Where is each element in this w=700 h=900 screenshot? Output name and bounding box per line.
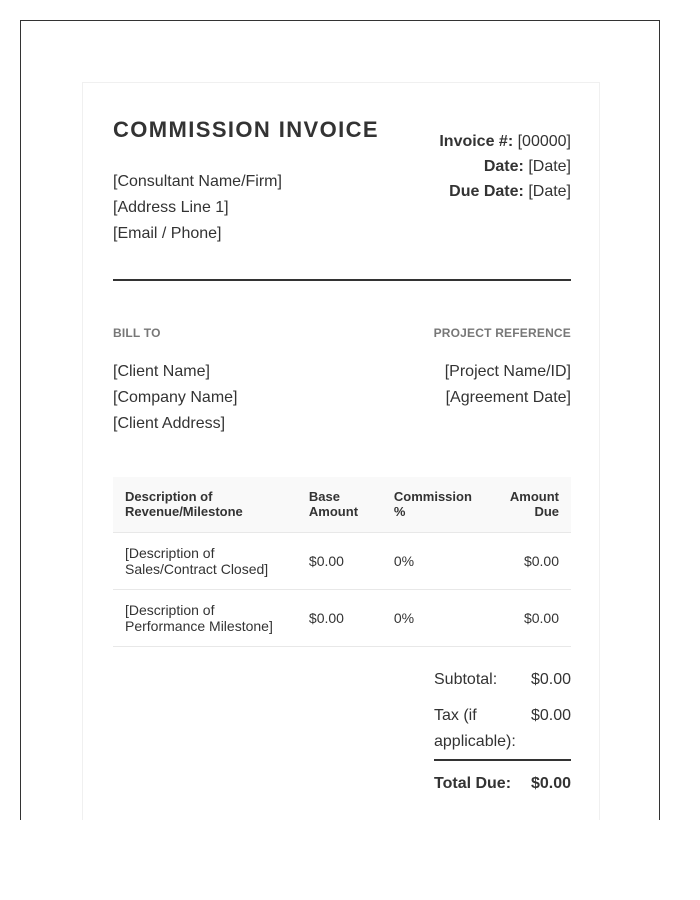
agreement-date: [Agreement Date] [445,389,571,406]
header-base-amount [297,477,382,533]
tax-value: $0.00 [530,707,571,724]
totals-block [434,667,571,792]
document-frame [20,20,660,820]
total-due-value: $0.00 [530,775,571,792]
header-description-line1: Description of [125,489,213,504]
subtotal-label: Subtotal: [434,671,498,688]
row-description-line1: [Description of [125,602,215,618]
invoice-number-label: Invoice #: [439,133,514,150]
tax-row [434,703,571,759]
consultant-contact: [Email / Phone] [113,225,222,242]
client-address: [Client Address] [113,415,226,432]
header-description [113,477,297,533]
project-reference-label: PROJECT REFERENCE [433,326,571,340]
row-description-line2: Sales/Contract Closed] [125,561,269,577]
row-description [113,533,297,590]
invoice-page [82,82,600,820]
consultant-address: [Address Line 1] [113,199,229,216]
header-divider [113,279,571,281]
project-name: [Project Name/ID] [444,363,571,380]
row-base-amount: $0.00 [297,590,382,647]
due-date-label: Due Date: [449,183,524,200]
company-name: [Company Name] [113,389,238,406]
invoice-number-value: [00000] [517,133,571,150]
invoice-date-line [439,154,571,179]
header-base-line1: Base [308,489,340,504]
header-base-line2: Amount [308,504,359,519]
row-base-amount: $0.00 [297,533,382,590]
tax-label: Tax (if applicable): [434,707,516,750]
header-amount-line2: Due [534,504,559,519]
header-commission [382,477,498,533]
invoice-title: COMMISSION INVOICE [113,117,379,142]
table-row [113,533,571,590]
invoice-number-line [439,129,571,154]
table-row [113,590,571,647]
consultant-name: [Consultant Name/Firm] [113,173,282,190]
row-description [113,590,297,647]
invoice-date-value: [Date] [528,158,571,175]
subtotal-value: $0.00 [530,671,571,688]
line-items-table [113,477,571,647]
project-details [445,359,571,411]
row-amount-due: $0.00 [498,533,571,590]
header-description-line2: Revenue/Milestone [125,504,243,519]
due-date-value: [Date] [528,183,571,200]
row-amount-due: $0.00 [498,590,571,647]
subtotal-row [434,667,571,703]
header-commission-line2: % [393,504,406,519]
bill-to-label: BILL TO [113,326,161,340]
consultant-info [113,169,282,247]
invoice-meta [439,129,571,204]
client-name: [Client Name] [113,363,210,380]
row-description-line1: [Description of [125,545,215,561]
header-amount-due [498,477,571,533]
total-divider [434,759,571,761]
row-commission: 0% [382,590,498,647]
table-header-row [113,477,571,533]
total-due-label: Total Due: [434,775,512,792]
bill-to-details [113,359,238,437]
header-commission-line1: Commission [393,489,472,504]
invoice-date-label: Date: [483,158,524,175]
row-description-line2: Performance Milestone] [125,618,273,634]
header-amount-line1: Amount [509,489,559,504]
total-due-row [434,771,571,797]
due-date-line [439,179,571,204]
row-commission: 0% [382,533,498,590]
